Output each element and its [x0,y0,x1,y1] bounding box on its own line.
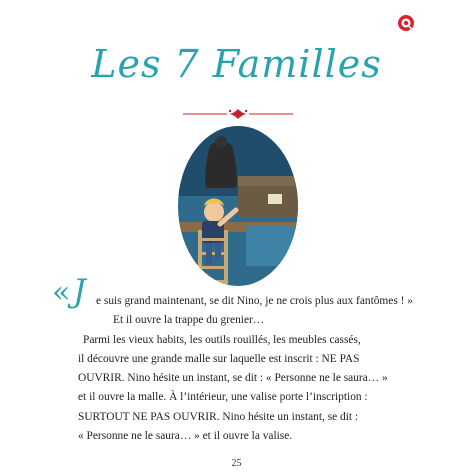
attic-illustration [176,126,300,286]
dropcap-letter: J [73,272,86,310]
story-line: SURTOUT NE PAS OUVRIR. Nino hésite un instant, se dit : [78,410,359,423]
opening-quote-mark: « [52,275,71,310]
story-line: Et il ouvre la trappe du grenier… [113,314,265,327]
story-line-text: e suis grand maintenant, se dit Nino, je ne crois plus aux fantômes ! » [96,295,413,307]
story-line: et il ouvre la malle. À l’intérieur, une valise porte l’inscription : [78,391,368,404]
story-text [52,272,413,446]
ornament-divider-icon [183,108,293,120]
story-line: il découvre une grande malle sur laquelle est inscrit : NE PAS [78,352,360,365]
story-line: Parmi les vieux habits, les outils rouillés, les meubles cassés, [83,333,361,346]
story-line: « Personne ne le saura… » et il ouvre la valise. [78,430,293,443]
page-title: Les 7 Familles [91,42,382,86]
publisher-logo-icon [396,13,416,33]
story-line: OUVRIR. Nino hésite un instant, se dit : « Personne ne le saura… » [78,372,388,385]
story-line [52,272,413,311]
page-number: 25 [231,458,242,469]
